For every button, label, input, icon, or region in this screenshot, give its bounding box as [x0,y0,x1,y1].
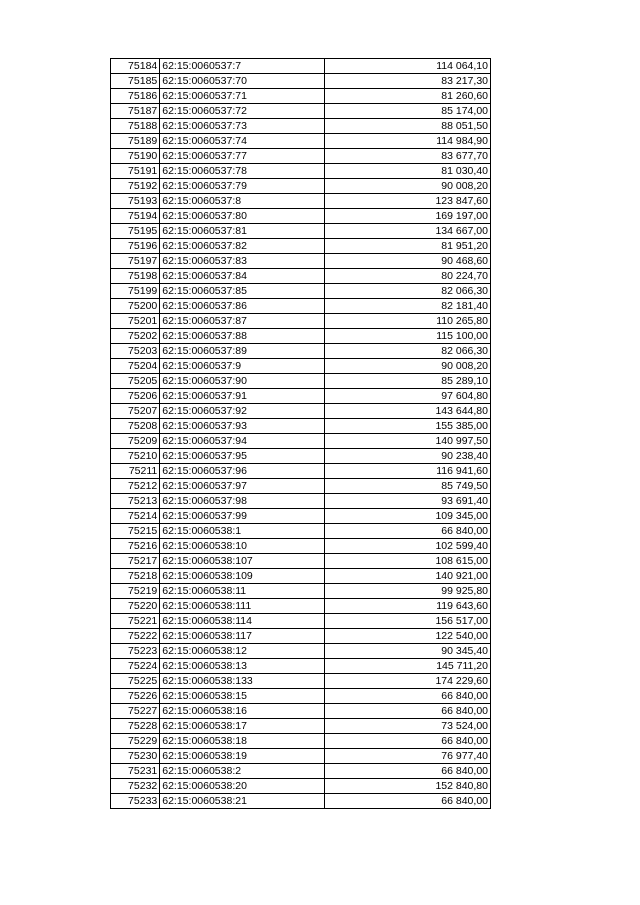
table-row [111,494,491,509]
cadastral-number-cell: 62:15:0060538:11 [160,584,325,599]
cadastral-value-cell: 85 289,10 [325,374,491,389]
cadastral-number-cell: 62:15:0060537:77 [160,149,325,164]
cadastral-number-cell: 62:15:0060537:9 [160,359,325,374]
table-row [111,134,491,149]
cadastral-number-cell: 62:15:0060538:114 [160,614,325,629]
cadastral-value-cell: 90 345,40 [325,644,491,659]
cadastral-number-cell: 62:15:0060537:82 [160,239,325,254]
row-number-cell: 75184 [111,59,160,74]
cadastral-value-cell: 123 847,60 [325,194,491,209]
cadastral-value-cell: 90 238,40 [325,449,491,464]
cadastral-value-cell: 66 840,00 [325,704,491,719]
row-number-cell: 75209 [111,434,160,449]
row-number-cell: 75211 [111,464,160,479]
cadastral-number-cell: 62:15:0060537:94 [160,434,325,449]
table-row [111,734,491,749]
table-row [111,674,491,689]
cadastral-value-cell: 119 643,60 [325,599,491,614]
cadastral-value-cell: 143 644,80 [325,404,491,419]
cadastral-number-cell: 62:15:0060537:83 [160,254,325,269]
cadastral-value-cell: 88 051,50 [325,119,491,134]
row-number-cell: 75201 [111,314,160,329]
cadastral-number-cell: 62:15:0060537:95 [160,449,325,464]
row-number-cell: 75195 [111,224,160,239]
cadastral-value-cell: 140 921,00 [325,569,491,584]
table-row [111,164,491,179]
cadastral-number-cell: 62:15:0060537:91 [160,389,325,404]
cadastral-value-cell: 85 174,00 [325,104,491,119]
cadastral-number-cell: 62:15:0060537:87 [160,314,325,329]
table-row [111,149,491,164]
cadastral-value-cell: 174 229,60 [325,674,491,689]
cadastral-number-cell: 62:15:0060537:99 [160,509,325,524]
row-number-cell: 75221 [111,614,160,629]
table-row [111,569,491,584]
row-number-cell: 75210 [111,449,160,464]
cadastral-number-cell: 62:15:0060538:20 [160,779,325,794]
row-number-cell: 75200 [111,299,160,314]
row-number-cell: 75197 [111,254,160,269]
table-row [111,359,491,374]
cadastral-value-cell: 99 925,80 [325,584,491,599]
cadastral-value-cell: 66 840,00 [325,734,491,749]
row-number-cell: 75204 [111,359,160,374]
cadastral-number-cell: 62:15:0060538:111 [160,599,325,614]
cadastral-value-cell: 90 468,60 [325,254,491,269]
table-row [111,704,491,719]
table-row [111,104,491,119]
table-row [111,419,491,434]
cadastral-value-cell: 66 840,00 [325,524,491,539]
cadastral-number-cell: 62:15:0060538:1 [160,524,325,539]
table-row [111,59,491,74]
cadastral-number-cell: 62:15:0060537:97 [160,479,325,494]
cadastral-value-cell: 109 345,00 [325,509,491,524]
cadastral-value-cell: 83 677,70 [325,149,491,164]
row-number-cell: 75196 [111,239,160,254]
cadastral-number-cell: 62:15:0060538:109 [160,569,325,584]
table-row [111,74,491,89]
table-row [111,389,491,404]
row-number-cell: 75205 [111,374,160,389]
row-number-cell: 75220 [111,599,160,614]
cadastral-value-cell: 114 064,10 [325,59,491,74]
table-row [111,179,491,194]
cadastral-value-cell: 90 008,20 [325,179,491,194]
cadastral-value-cell: 155 385,00 [325,419,491,434]
row-number-cell: 75208 [111,419,160,434]
table-row [111,434,491,449]
cadastral-value-cell: 152 840,80 [325,779,491,794]
row-number-cell: 75198 [111,269,160,284]
row-number-cell: 75187 [111,104,160,119]
row-number-cell: 75226 [111,689,160,704]
cadastral-number-cell: 62:15:0060537:74 [160,134,325,149]
table-row [111,239,491,254]
cadastral-value-cell: 81 260,60 [325,89,491,104]
cadastral-value-cell: 81 030,40 [325,164,491,179]
cadastral-value-cell: 156 517,00 [325,614,491,629]
cadastral-value-cell: 108 615,00 [325,554,491,569]
table-row [111,314,491,329]
cadastral-number-cell: 62:15:0060538:2 [160,764,325,779]
table-row [111,794,491,809]
row-number-cell: 75199 [111,284,160,299]
cadastral-number-cell: 62:15:0060537:86 [160,299,325,314]
row-number-cell: 75228 [111,719,160,734]
cadastral-value-cell: 66 840,00 [325,794,491,809]
cadastral-number-cell: 62:15:0060537:96 [160,464,325,479]
cadastral-number-cell: 62:15:0060537:7 [160,59,325,74]
row-number-cell: 75194 [111,209,160,224]
row-number-cell: 75227 [111,704,160,719]
cadastral-value-cell: 80 224,70 [325,269,491,284]
row-number-cell: 75206 [111,389,160,404]
cadastral-number-cell: 62:15:0060538:19 [160,749,325,764]
row-number-cell: 75191 [111,164,160,179]
table-row [111,614,491,629]
cadastral-value-cell: 93 691,40 [325,494,491,509]
table-row [111,194,491,209]
cadastral-value-table [110,58,491,809]
row-number-cell: 75219 [111,584,160,599]
cadastral-value-cell: 73 524,00 [325,719,491,734]
table-row [111,269,491,284]
row-number-cell: 75224 [111,659,160,674]
cadastral-number-cell: 62:15:0060538:21 [160,794,325,809]
cadastral-number-cell: 62:15:0060537:73 [160,119,325,134]
cadastral-number-cell: 62:15:0060538:16 [160,704,325,719]
table-row [111,764,491,779]
row-number-cell: 75192 [111,179,160,194]
row-number-cell: 75218 [111,569,160,584]
table-row [111,749,491,764]
cadastral-number-cell: 62:15:0060537:79 [160,179,325,194]
row-number-cell: 75233 [111,794,160,809]
table-row [111,554,491,569]
table-row [111,404,491,419]
cadastral-number-cell: 62:15:0060537:71 [160,89,325,104]
cadastral-value-cell: 115 100,00 [325,329,491,344]
row-number-cell: 75188 [111,119,160,134]
cadastral-number-cell: 62:15:0060537:81 [160,224,325,239]
cadastral-value-cell: 66 840,00 [325,764,491,779]
table-row [111,224,491,239]
table-row [111,374,491,389]
cadastral-number-cell: 62:15:0060537:89 [160,344,325,359]
table-row [111,209,491,224]
cadastral-number-cell: 62:15:0060537:85 [160,284,325,299]
cadastral-value-cell: 114 984,90 [325,134,491,149]
row-number-cell: 75222 [111,629,160,644]
cadastral-number-cell: 62:15:0060537:88 [160,329,325,344]
row-number-cell: 75223 [111,644,160,659]
cadastral-number-cell: 62:15:0060538:10 [160,539,325,554]
cadastral-number-cell: 62:15:0060537:70 [160,74,325,89]
cadastral-value-cell: 90 008,20 [325,359,491,374]
row-number-cell: 75229 [111,734,160,749]
cadastral-number-cell: 62:15:0060538:17 [160,719,325,734]
cadastral-number-cell: 62:15:0060538:133 [160,674,325,689]
cadastral-value-cell: 116 941,60 [325,464,491,479]
cadastral-value-cell: 82 181,40 [325,299,491,314]
table-row [111,284,491,299]
row-number-cell: 75230 [111,749,160,764]
row-number-cell: 75190 [111,149,160,164]
cadastral-number-cell: 62:15:0060537:93 [160,419,325,434]
table-row [111,479,491,494]
cadastral-number-cell: 62:15:0060538:13 [160,659,325,674]
table-row [111,254,491,269]
table-row [111,329,491,344]
row-number-cell: 75231 [111,764,160,779]
cadastral-number-cell: 62:15:0060537:92 [160,404,325,419]
cadastral-value-cell: 76 977,40 [325,749,491,764]
cadastral-number-cell: 62:15:0060537:72 [160,104,325,119]
cadastral-number-cell: 62:15:0060537:84 [160,269,325,284]
table-row [111,344,491,359]
table-row [111,89,491,104]
table-row [111,464,491,479]
row-number-cell: 75225 [111,674,160,689]
row-number-cell: 75214 [111,509,160,524]
table-row [111,689,491,704]
table-row [111,584,491,599]
table-row [111,509,491,524]
table-row [111,449,491,464]
row-number-cell: 75189 [111,134,160,149]
row-number-cell: 75216 [111,539,160,554]
cadastral-value-cell: 97 604,80 [325,389,491,404]
row-number-cell: 75232 [111,779,160,794]
cadastral-value-cell: 82 066,30 [325,284,491,299]
cadastral-value-cell: 140 997,50 [325,434,491,449]
table-row [111,599,491,614]
cadastral-value-cell: 83 217,30 [325,74,491,89]
cadastral-value-cell: 102 599,40 [325,539,491,554]
cadastral-number-cell: 62:15:0060537:78 [160,164,325,179]
cadastral-value-cell: 169 197,00 [325,209,491,224]
table-row [111,299,491,314]
table-row [111,539,491,554]
cadastral-number-cell: 62:15:0060538:117 [160,629,325,644]
cadastral-number-cell: 62:15:0060537:8 [160,194,325,209]
row-number-cell: 75212 [111,479,160,494]
cadastral-value-cell: 82 066,30 [325,344,491,359]
row-number-cell: 75207 [111,404,160,419]
table-row [111,119,491,134]
cadastral-number-cell: 62:15:0060538:107 [160,554,325,569]
row-number-cell: 75193 [111,194,160,209]
cadastral-number-cell: 62:15:0060537:90 [160,374,325,389]
table-row [111,524,491,539]
cadastral-number-cell: 62:15:0060537:80 [160,209,325,224]
cadastral-number-cell: 62:15:0060538:18 [160,734,325,749]
document-page [110,58,491,809]
table-row [111,719,491,734]
cadastral-number-cell: 62:15:0060537:98 [160,494,325,509]
cadastral-value-cell: 145 711,20 [325,659,491,674]
row-number-cell: 75217 [111,554,160,569]
cadastral-number-cell: 62:15:0060538:12 [160,644,325,659]
cadastral-value-cell: 134 667,00 [325,224,491,239]
row-number-cell: 75186 [111,89,160,104]
row-number-cell: 75203 [111,344,160,359]
cadastral-value-cell: 85 749,50 [325,479,491,494]
table-row [111,629,491,644]
row-number-cell: 75185 [111,74,160,89]
table-row [111,659,491,674]
row-number-cell: 75215 [111,524,160,539]
cadastral-value-cell: 110 265,80 [325,314,491,329]
row-number-cell: 75202 [111,329,160,344]
cadastral-value-cell: 66 840,00 [325,689,491,704]
row-number-cell: 75213 [111,494,160,509]
table-row [111,644,491,659]
table-body [111,59,491,809]
table-row [111,779,491,794]
cadastral-value-cell: 122 540,00 [325,629,491,644]
cadastral-value-cell: 81 951,20 [325,239,491,254]
cadastral-number-cell: 62:15:0060538:15 [160,689,325,704]
